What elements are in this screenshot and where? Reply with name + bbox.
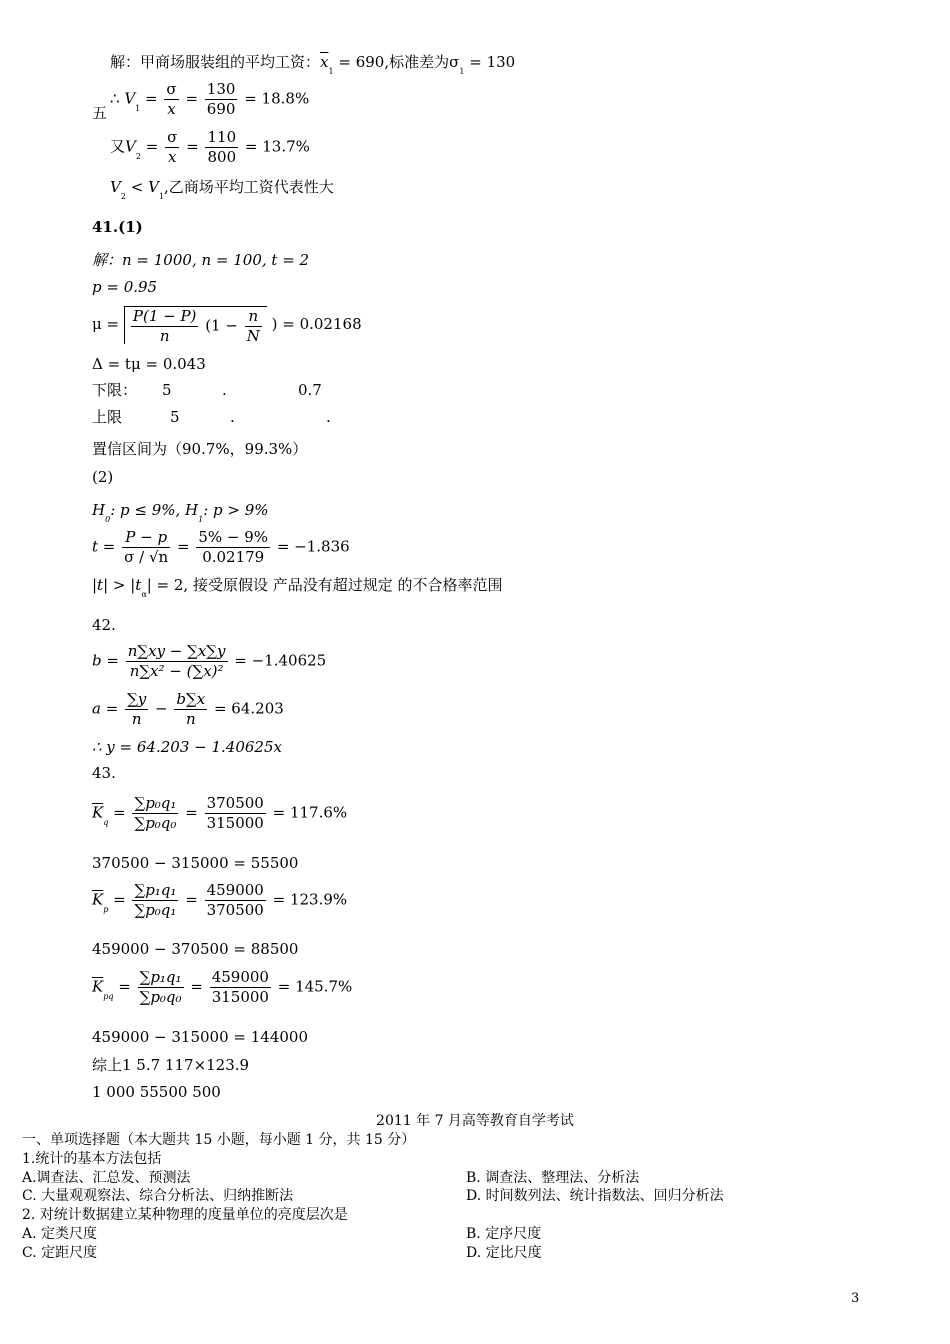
frac-num: ∑p₁q₁	[139, 968, 182, 986]
a-result: = 64.203	[213, 699, 284, 718]
sub-q: q	[103, 817, 109, 827]
upper-b: .	[230, 408, 235, 426]
upper-label: 上限	[92, 408, 123, 426]
sub-1: 1	[328, 67, 334, 76]
question-1-option-c: C. 大量观观察法、综合分析法、归纳推断法	[22, 1188, 294, 1204]
sub-pq: pq	[103, 991, 114, 1001]
mu-lhs: μ =	[92, 315, 120, 333]
frac-den: x	[167, 148, 177, 166]
question-1-option-d: D. 时间数列法、统计指数法、回归分析法	[466, 1188, 724, 1204]
eq: =	[186, 137, 199, 156]
eq: =	[185, 803, 198, 822]
frac-den: n∑x² − (∑x)²	[129, 662, 224, 680]
v-symbol: V	[125, 137, 136, 156]
sub-2: 2	[135, 151, 141, 161]
b-formula	[92, 644, 326, 679]
frac-den: ∑p₀q₁	[134, 901, 177, 919]
sigma-over-xbar-1	[164, 82, 178, 117]
kq-result: = 117.6%	[272, 803, 348, 822]
frac-den: n	[185, 710, 196, 728]
sec40-conclusion: $V_2 < V_1$,乙商场平均工资代表性大	[110, 178, 334, 201]
frac-num: 110	[207, 128, 237, 146]
t-lhs: t =	[92, 537, 116, 556]
frac-den: σ / √n	[124, 548, 169, 566]
frac-sum-y	[125, 692, 148, 727]
heading-42: 42.	[92, 616, 116, 634]
frac-num: σ	[166, 80, 177, 98]
frac-num: 130	[206, 80, 236, 98]
kpq-formula	[92, 970, 352, 1005]
sec40-line1-end: = 130	[469, 53, 516, 71]
question-2-option-b: B. 定序尺度	[466, 1226, 542, 1242]
frac-den: x	[167, 100, 176, 118]
frac-b-sum-x	[174, 692, 207, 727]
frac-num: b∑x	[176, 690, 206, 708]
sigma-symbol: σ	[449, 53, 460, 71]
diff-1: 370500 − 315000 = 55500	[92, 854, 299, 872]
confidence-interval: 置信区间为（90.7%，99.3%）	[92, 440, 308, 458]
frac-num: P(1 − P)	[132, 307, 197, 325]
part-2-label: (2)	[92, 468, 114, 486]
sec40-line1-mid: = 690,标准差为	[338, 53, 450, 71]
wu-char: 五	[92, 104, 108, 122]
k-symbol: $\overline{K}$	[92, 977, 104, 996]
t-result: = −1.836	[276, 537, 350, 556]
eq: =	[190, 977, 203, 996]
h-symbol: H	[92, 501, 106, 519]
lower-b: .	[222, 381, 227, 399]
sub-0: 0	[105, 515, 111, 524]
frac-den: 0.02179	[202, 548, 265, 566]
sub-alpha: α	[141, 590, 147, 599]
sec41-p: p = 0.95	[92, 278, 158, 296]
frac-num: P − p	[122, 530, 170, 548]
sec40-v1-formula	[110, 82, 309, 117]
frac-110-800	[205, 130, 238, 165]
frac-den: ∑p₀q₀	[134, 814, 177, 832]
sec41-delta: Δ = tμ = 0.043	[92, 355, 206, 373]
exam-title: 2011 年 7 月高等教育自学考试	[376, 1113, 574, 1129]
frac-b	[126, 644, 228, 679]
result-v2: = 13.7%	[244, 137, 310, 156]
frac-den: n	[159, 327, 170, 345]
sigma-over-xbar-2	[165, 130, 179, 165]
hyp-end: : p > 9%	[203, 501, 269, 519]
question-1: 1.统计的基本方法包括	[22, 1151, 162, 1167]
hypotheses	[92, 501, 269, 524]
v-symbol: V	[148, 178, 159, 196]
sub-p: p	[103, 904, 109, 914]
kp-formula	[92, 883, 347, 918]
frac-num: σ	[167, 128, 178, 146]
mu-result: ) = 0.02168	[271, 315, 362, 333]
diff-3: 459000 − 315000 = 144000	[92, 1028, 308, 1046]
page-number: 3	[851, 1291, 860, 1306]
eq: =	[145, 137, 159, 156]
frac-num: ∑y	[127, 690, 147, 708]
lower-label: 下限：	[92, 381, 138, 399]
heading-41: 41.(1)	[92, 218, 143, 236]
hyp-text: : p ≤ 9%, H	[110, 501, 199, 519]
decision-line	[92, 576, 503, 599]
accept-lhs: |t| > |t	[92, 576, 142, 594]
sub-1b: 1	[459, 67, 465, 76]
frac-num: n	[245, 309, 262, 327]
frac-t	[122, 530, 170, 565]
sec40-line1	[110, 53, 516, 76]
lt: <	[130, 178, 144, 196]
eq: =	[145, 89, 158, 108]
eq: =	[185, 890, 198, 909]
result-v1: = 18.8%	[244, 89, 310, 108]
kp-result: = 123.9%	[272, 890, 348, 909]
exam-section-heading: 一、单项选择题（本大题共 15 小题，每小题 1 分，共 15 分）	[22, 1132, 416, 1148]
sec41-lower	[92, 383, 137, 398]
accept-end: | = 2, 接受原假设 产品没有超过规定 的不合格率范围	[146, 576, 503, 594]
question-1-option-a: A.调查法、汇总发、预测法	[22, 1170, 191, 1186]
diff-2: 459000 − 370500 = 88500	[92, 940, 299, 958]
question-2-option-c: C. 定距尺度	[22, 1245, 98, 1261]
eq: =	[118, 977, 131, 996]
frac-n-N	[245, 309, 262, 344]
mu-mid: (1 −	[205, 316, 238, 335]
summary-2: 1 000 55500 500	[92, 1083, 221, 1101]
frac-den: 690	[206, 100, 236, 118]
frac-num: 459000	[206, 881, 264, 899]
question-1-option-b: B. 调查法、整理法、分析法	[466, 1170, 640, 1186]
frac-kp-symbolic	[132, 883, 178, 918]
frac-den: ∑p₀q₀	[139, 988, 182, 1006]
sub-2: 2	[120, 192, 126, 201]
regression-equation: ∴ y = 64.203 − 1.40625x	[92, 738, 282, 756]
frac-den: N	[246, 327, 260, 345]
eq: =	[113, 890, 126, 909]
minus: −	[155, 699, 168, 718]
frac-num: 5% − 9%	[198, 528, 269, 546]
eq: =	[185, 89, 199, 108]
frac-kq-values	[205, 796, 266, 831]
frac-num: 459000	[211, 968, 269, 986]
frac-t-values	[196, 530, 270, 565]
sub-1: 1	[135, 103, 141, 113]
sec40-v2-formula	[110, 130, 310, 165]
sec41-given: 解：n = 1000, n = 100, t = 2	[92, 251, 310, 269]
frac-den: n	[131, 710, 142, 728]
therefore-symbol: ∴	[110, 89, 120, 108]
frac-num: ∑p₁q₁	[134, 881, 177, 899]
xbar-symbol: $\overline{x}$	[320, 53, 329, 71]
frac-den: 800	[207, 148, 237, 166]
conclusion-text: 乙商场平均工资代表性大	[168, 178, 334, 196]
summary-1: 综上1 5.7 117×123.9	[92, 1056, 250, 1074]
v-symbol: V	[124, 89, 136, 108]
upper-c: .	[326, 408, 331, 426]
heading-43: 43.	[92, 764, 116, 782]
frac-p-1-p	[131, 309, 199, 344]
a-lhs: a =	[92, 699, 119, 718]
question-2-option-d: D. 定比尺度	[466, 1245, 542, 1261]
lower-c: 0.7	[298, 381, 322, 399]
t-formula	[92, 530, 350, 565]
frac-num: ∑p₀q₁	[134, 794, 177, 812]
frac-kq-symbolic	[132, 796, 178, 831]
frac-den: 315000	[211, 988, 269, 1006]
frac-kpq-values	[210, 970, 271, 1005]
sec40-line1-prefix: 解：甲商场服装组的平均工资：	[110, 53, 321, 71]
sqrt-expression	[124, 306, 267, 344]
frac-130-690	[205, 82, 238, 117]
k-symbol: $\overline{K}$	[92, 890, 104, 909]
frac-num: n∑xy − ∑x∑y	[127, 642, 226, 660]
eq: =	[177, 537, 190, 556]
sub-1: 1	[158, 192, 165, 201]
frac-kp-values	[205, 883, 266, 918]
frac-num: 370500	[206, 794, 264, 812]
kq-formula	[92, 796, 347, 831]
you-char: 又	[110, 137, 126, 156]
k-symbol: $\overline{K}$	[92, 803, 104, 822]
sec41-mu-formula	[92, 306, 362, 344]
question-2-option-a: A. 定类尺度	[22, 1226, 98, 1242]
a-formula	[92, 692, 284, 727]
sub-1: 1	[198, 515, 204, 524]
question-2: 2. 对统计数据建立某种物理的度量单位的亮度层次是	[22, 1207, 348, 1223]
b-lhs: b =	[92, 651, 119, 670]
frac-den: 370500	[206, 901, 264, 919]
frac-den: 315000	[206, 814, 264, 832]
upper-a: 5	[170, 408, 180, 426]
v-symbol: V	[110, 178, 121, 196]
b-result: = −1.40625	[234, 651, 327, 670]
eq: =	[113, 803, 126, 822]
kpq-result: = 145.7%	[277, 977, 353, 996]
frac-kpq-symbolic	[138, 970, 184, 1005]
lower-a: 5	[162, 381, 172, 399]
